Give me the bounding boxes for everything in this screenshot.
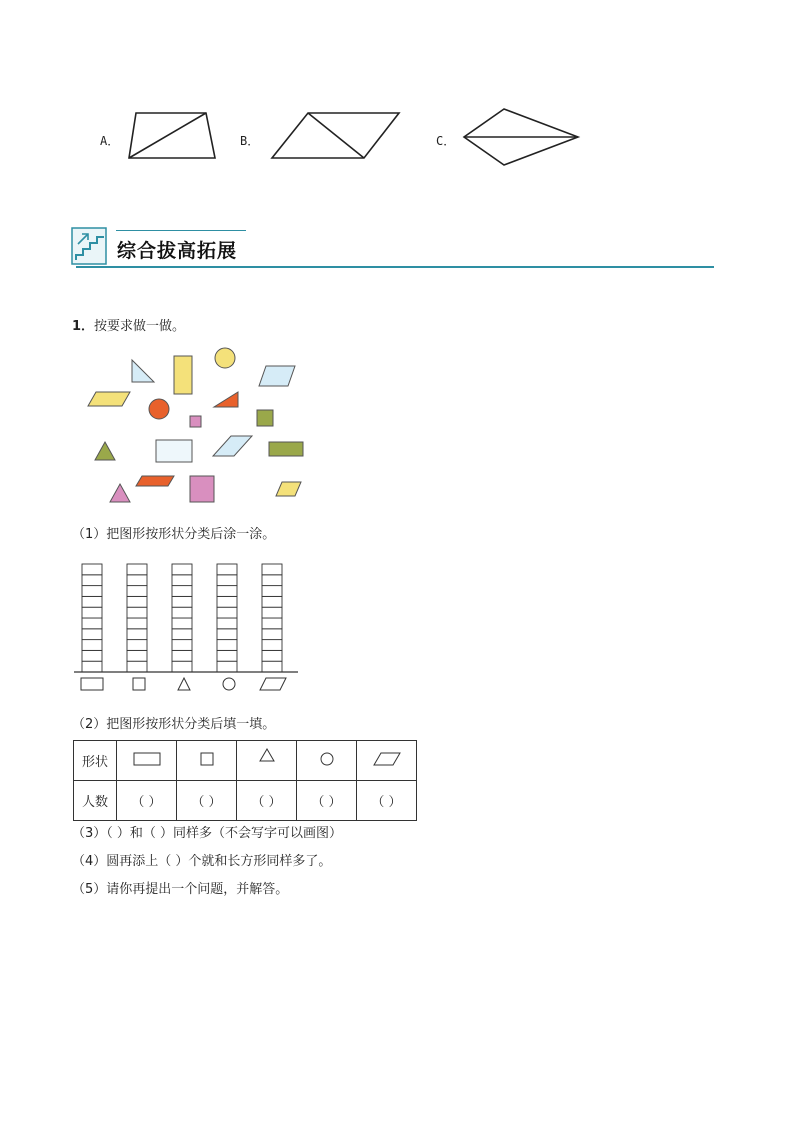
shape-parallelogram-yellow [88,392,130,406]
grid-cell[interactable] [217,661,237,672]
rectangle-icon [133,752,161,766]
grid-cell[interactable] [82,575,102,586]
grid-cell[interactable] [217,607,237,618]
shape-circle-yellow [215,348,235,368]
shape-triangle-pink [110,484,130,502]
grid-cell[interactable] [217,640,237,651]
grid-cell[interactable] [127,607,147,618]
table-cell-rectangle [117,741,177,781]
part-2-text: （2）把图形按形状分类后填一填。 [72,717,276,732]
circle-icon [320,752,334,766]
table-cell-square [177,741,237,781]
option-b-parallelogram-figure [268,110,402,162]
grid-cell[interactable] [82,586,102,597]
grid-cell[interactable] [217,596,237,607]
shape-triangle-orange [214,392,238,407]
scattered-shapes-figure [84,344,314,508]
grid-cell[interactable] [172,564,192,575]
grid-cell[interactable] [172,640,192,651]
table-cell-triangle [237,741,297,781]
count-blank-circle[interactable]: （ ） [297,781,357,821]
grid-cell[interactable] [127,650,147,661]
table-row-counts [74,781,417,821]
option-c-label: C． [436,134,456,148]
section-underline [76,266,714,268]
grid-cell[interactable] [262,640,282,651]
table-cell-parallelogram [357,741,417,781]
rectangle-icon [81,678,103,690]
triangle-icon [178,678,190,690]
grid-cell[interactable] [217,629,237,640]
shape-rectangle-blue [156,440,192,462]
grid-cell[interactable] [127,640,147,651]
grid-cell[interactable] [262,650,282,661]
grid-cell[interactable] [217,586,237,597]
grid-cell[interactable] [217,575,237,586]
grid-cell[interactable] [82,618,102,629]
grid-cell[interactable] [172,607,192,618]
stairs-icon [70,224,110,268]
grid-cell[interactable] [127,575,147,586]
grid-cell[interactable] [262,575,282,586]
grid-cell[interactable] [127,596,147,607]
option-c-kite-figure [460,106,582,168]
grid-cell[interactable] [172,650,192,661]
grid-cell[interactable] [262,618,282,629]
shape-parallelogram-blue-2 [213,436,252,456]
triangle-icon [259,748,275,762]
grid-cell[interactable] [82,564,102,575]
shape-triangle-olive [95,442,115,460]
table-row-shapes [74,741,417,781]
grid-cell[interactable] [172,661,192,672]
grid-cell[interactable] [172,618,192,629]
question-1-prompt [72,315,185,334]
grid-cell[interactable] [82,640,102,651]
grid-cell[interactable] [262,661,282,672]
grid-cell[interactable] [82,607,102,618]
shape-square-pink-large [190,476,214,502]
option-a-trapezoid-figure [126,110,220,162]
title-top-rule [116,230,246,231]
grid-cell[interactable] [217,650,237,661]
question-number: 1． [72,319,95,334]
table-header-count: 人数 [74,781,117,821]
count-blank-triangle[interactable]: （ ） [237,781,297,821]
grid-cell[interactable] [217,564,237,575]
grid-cell[interactable] [127,564,147,575]
grid-cell[interactable] [262,586,282,597]
square-icon [200,752,214,766]
circle-icon [223,678,235,690]
part-3-text: （3）（ ）和（ ）同样多（不会写字可以画图） [72,826,343,841]
question-prompt-text: 按要求做一做。 [94,319,186,334]
grid-cell[interactable] [127,618,147,629]
grid-cell[interactable] [262,607,282,618]
table-header-shape: 形状 [74,741,117,781]
part-1-text: （1）把图形按形状分类后涂一涂。 [72,527,276,542]
shape-rectangle-yellow [174,356,192,394]
option-b-label: B． [240,134,260,148]
parallelogram-icon [260,678,286,690]
section-title: 综合拔高拓展 [117,240,238,262]
grid-cell[interactable] [262,629,282,640]
grid-cell[interactable] [172,575,192,586]
bar-grid-figure [70,558,302,694]
shape-rectangle-olive [269,442,303,456]
grid-cell[interactable] [262,596,282,607]
shape-square-pink-small [190,416,201,427]
grid-columns [82,564,282,672]
option-a-label: A． [100,134,120,148]
square-icon [133,678,145,690]
table-cell-circle [297,741,357,781]
shape-parallelogram-orange [136,476,174,486]
part-4-text: （4）圆再添上（ ）个就和长方形同样多了。 [72,854,332,869]
grid-cell[interactable] [127,629,147,640]
count-blank-parallelogram[interactable]: （ ） [357,781,417,821]
shape-circle-red [149,399,169,419]
part-5-text: （5）请你再提出一个问题，并解答。 [72,882,289,897]
parallelogram-icon [373,752,401,766]
count-blank-square[interactable]: （ ） [177,781,237,821]
shape-count-table [73,740,417,821]
shape-parallelogram-blue [259,366,295,386]
grid-cell[interactable] [172,596,192,607]
grid-cell[interactable] [172,629,192,640]
grid-cell[interactable] [172,586,192,597]
grid-cell[interactable] [82,661,102,672]
shape-parallelogram-yellow-2 [276,482,301,496]
grid-cell[interactable] [82,629,102,640]
shape-triangle-blue [132,360,154,382]
shape-square-olive [257,410,273,426]
grid-cell[interactable] [262,564,282,575]
grid-cell[interactable] [82,596,102,607]
grid-cell[interactable] [127,586,147,597]
grid-cell[interactable] [82,650,102,661]
grid-cell[interactable] [127,661,147,672]
grid-cell[interactable] [217,618,237,629]
count-blank-rectangle[interactable]: （ ） [117,781,177,821]
